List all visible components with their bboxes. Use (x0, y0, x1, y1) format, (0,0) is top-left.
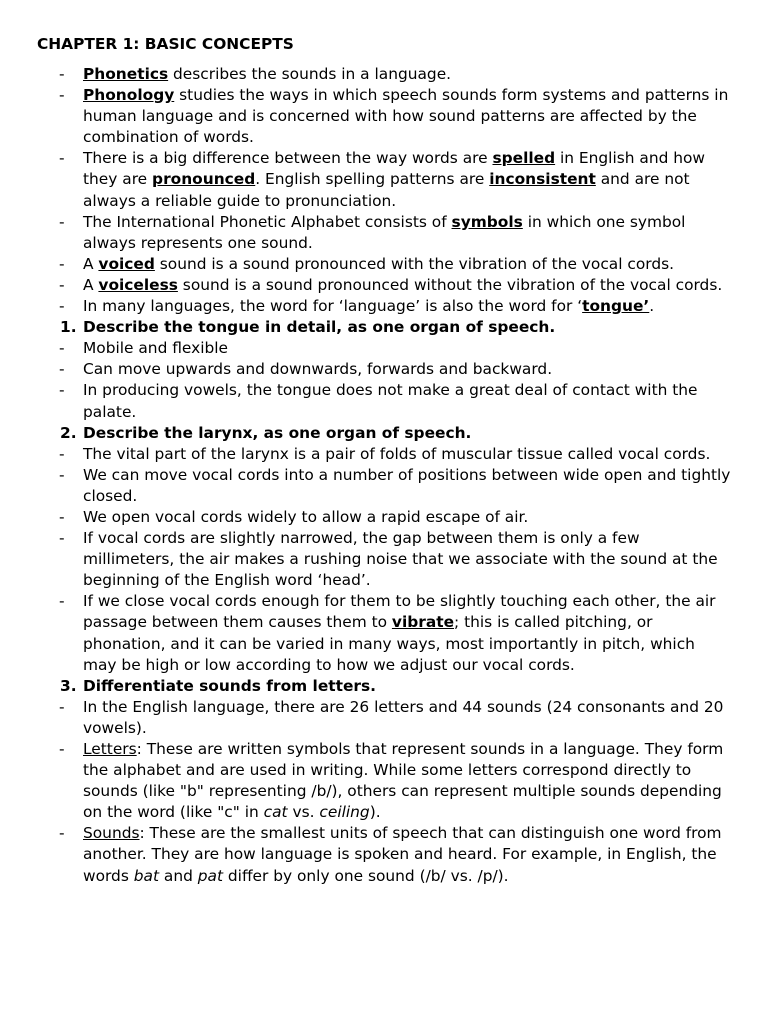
bullet-item (0, 338, 768, 359)
bullet-marker: - (59, 529, 65, 548)
text-run: We can move vocal cords into a number of positions between wide open and tightly closed. (83, 465, 731, 505)
bullet-marker: - (59, 740, 65, 758)
bullet-marker: - (59, 149, 65, 168)
example-word: pat (197, 866, 223, 885)
bullet-marker: - (59, 465, 65, 484)
key-term: symbols (451, 212, 523, 231)
key-term: inconsistent (489, 170, 596, 189)
bullet-marker: - (59, 697, 65, 716)
text-run: The vital part of the larynx is a pair of folds of muscular tissue called vocal cords. (83, 444, 711, 463)
bullet-item (0, 85, 768, 148)
key-term: tongue’ (582, 297, 650, 316)
text-run: Describe the larynx, as one organ of speech. (83, 423, 472, 442)
item-text (83, 255, 674, 273)
bullet-item (0, 528, 768, 591)
question-number: 2. (60, 423, 77, 442)
bullet-item (0, 296, 768, 317)
text-run: : These are written symbols that represent sounds in a language. They form the alphabet and are used in writing. While some letters correspond directly to sounds (like "b" representing /b/), others can represent multiple sounds depending on the word (like "c" in (83, 740, 724, 822)
item-text (83, 529, 718, 589)
text-run: studies the ways in which speech sounds form systems and patterns in human language and is concerned with how sound patterns are affected by the combination of words. (83, 86, 729, 147)
bullet-item (0, 697, 768, 739)
key-term: Phonetics (83, 65, 169, 83)
item-text (83, 677, 376, 695)
question-heading (0, 317, 768, 338)
example-word: cat (263, 803, 288, 822)
text-run: Can move upwards and downwards, forwards and backward. (83, 360, 553, 379)
item-text (83, 213, 685, 252)
item-text (83, 698, 723, 737)
bullet-marker: - (59, 65, 65, 83)
key-term: voiceless (98, 275, 178, 294)
bullet-item (0, 591, 768, 675)
bullet-marker: - (59, 275, 65, 294)
bullet-item (0, 254, 768, 275)
text-run: A (83, 254, 99, 273)
bullet-item (0, 444, 768, 465)
bullet-item (0, 465, 768, 507)
item-text (83, 297, 654, 315)
text-run: describes the sounds in a language. (168, 65, 452, 83)
text-run: We open vocal cords widely to allow a rapid escape of air. (83, 507, 529, 526)
item-text (83, 592, 716, 673)
bullet-item (0, 64, 768, 85)
notes-list (0, 64, 768, 887)
chapter-title: CHAPTER 1: BASIC CONCEPTS (37, 35, 294, 53)
term-label: Sounds (83, 824, 140, 843)
example-word: ceiling (319, 803, 370, 822)
key-term: vibrate (391, 613, 455, 632)
bullet-item (0, 823, 768, 886)
text-run: sound is a sound pronounced with the vibration of the vocal cords. (154, 254, 675, 273)
item-text (83, 149, 705, 209)
question-heading (0, 676, 768, 697)
example-word: bat (133, 866, 159, 885)
text-run: in English and how they are (83, 149, 705, 189)
item-text (83, 424, 471, 442)
text-run: In producing vowels, the tongue does not make a great deal of contact with the palate. (83, 381, 698, 421)
item-text (83, 445, 710, 463)
text-run: sound is a sound pronounced without the vibration of the vocal cords. (177, 275, 723, 294)
key-term: spelled (492, 149, 556, 168)
bullet-item (0, 507, 768, 528)
item-text (83, 508, 528, 526)
text-run: Describe the tongue in detail, as one organ of speech. (83, 318, 556, 337)
item-text (83, 318, 555, 336)
bullet-marker: - (59, 592, 65, 611)
text-run: In the English language, there are 26 letters and 44 sounds (24 consonants and 20 vowels). (83, 697, 724, 737)
bullet-item (0, 275, 768, 296)
bullet-marker: - (59, 339, 65, 358)
text-run: In many languages, the word for ‘language’ is also the word for ‘ (83, 297, 583, 316)
text-run: differ by only one sound (/b/ vs. /p/). (223, 866, 509, 885)
key-term: voiced (98, 254, 155, 273)
text-run: . English spelling patterns are (255, 170, 490, 189)
bullet-marker: - (59, 297, 65, 316)
item-text (83, 339, 228, 357)
text-run: Mobile and flexible (83, 339, 229, 358)
bullet-item (0, 359, 768, 380)
bullet-marker: - (59, 254, 65, 273)
question-number: 3. (60, 676, 77, 695)
bullet-marker: - (59, 86, 65, 105)
bullet-marker: - (59, 824, 65, 843)
item-text (83, 65, 451, 83)
bullet-marker: - (59, 444, 65, 463)
text-run: ). (369, 803, 381, 822)
text-run: If we close vocal cords enough for them to be slightly touching each other, the air passage between them causes them to (83, 592, 716, 632)
text-run: If vocal cords are slightly narrowed, the gap between them is only a few millimeters, the air makes a rushing noise that we associate with the sound at the beginning of the English word ‘head’. (83, 529, 718, 590)
bullet-item (0, 148, 768, 211)
item-text (83, 276, 722, 294)
item-text (83, 86, 728, 146)
item-text (83, 360, 552, 378)
item-text (83, 824, 722, 884)
text-run: : These are the smallest units of speech that can distinguish one word from another. They are how language is spoken and heard. For example, in English, the words (83, 824, 722, 885)
text-run: vs. (287, 803, 320, 822)
text-run: in which one symbol always represents one sound. (83, 212, 686, 252)
text-run: There is a big difference between the way words are (83, 149, 493, 168)
text-run: . (649, 297, 655, 316)
key-term: pronounced (152, 170, 256, 189)
key-term: Phonology (83, 86, 175, 105)
bullet-item (0, 380, 768, 422)
bullet-marker: - (59, 212, 65, 231)
text-run: and (159, 866, 198, 885)
item-text (83, 381, 698, 420)
text-run: and are not always a reliable guide to pronunciation. (83, 170, 690, 210)
bullet-item (0, 212, 768, 254)
item-text (83, 466, 730, 505)
text-run: ; this is called pitching, or phonation, and it can be varied in many ways, most importantly in pitch, which may be high or low according to how we adjust our vocal cords. (83, 613, 695, 674)
item-text (83, 740, 723, 821)
text-run: Differentiate sounds from letters. (83, 676, 377, 695)
question-number: 1. (60, 318, 77, 337)
bullet-marker: - (59, 507, 65, 526)
bullet-item (0, 739, 768, 823)
question-heading (0, 423, 768, 444)
term-label: Letters (83, 740, 137, 758)
bullet-marker: - (59, 360, 65, 379)
text-run: A (83, 275, 99, 294)
bullet-marker: - (59, 381, 65, 400)
text-run: The International Phonetic Alphabet consists of (83, 212, 452, 231)
